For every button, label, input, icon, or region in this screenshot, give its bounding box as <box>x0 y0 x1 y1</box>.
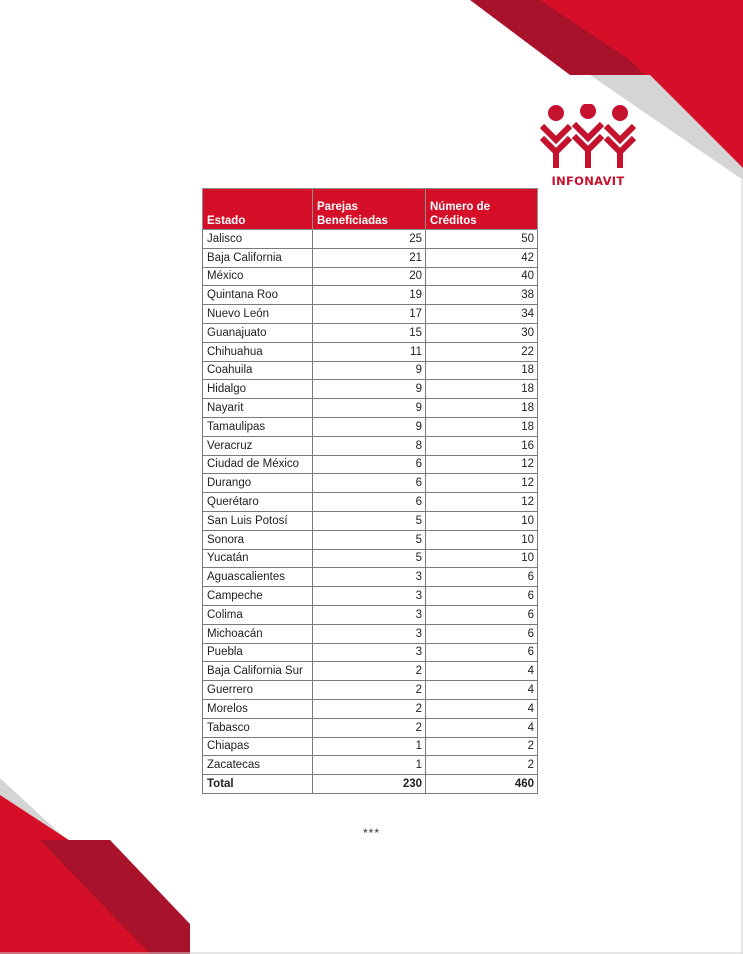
cell-estado: Baja California <box>203 248 313 267</box>
cell-estado: Chiapas <box>203 737 313 756</box>
table-row <box>203 530 538 549</box>
cell-parejas: 3 <box>313 605 426 624</box>
header-numero-creditos: Número de Créditos <box>426 189 538 230</box>
cell-estado: Colima <box>203 605 313 624</box>
logo-wordmark: INFONAVIT <box>551 174 625 188</box>
cell-creditos: 12 <box>426 493 538 512</box>
table-row <box>203 756 538 775</box>
cell-parejas: 3 <box>313 568 426 587</box>
cell-parejas: 9 <box>313 380 426 399</box>
cell-creditos: 18 <box>426 417 538 436</box>
cell-creditos: 30 <box>426 323 538 342</box>
cell-creditos: 2 <box>426 756 538 775</box>
cell-parejas: 21 <box>313 248 426 267</box>
cell-parejas: 20 <box>313 267 426 286</box>
table-row <box>203 248 538 267</box>
table-row <box>203 737 538 756</box>
total-parejas: 230 <box>313 775 426 794</box>
cell-estado: Baja California Sur <box>203 662 313 681</box>
total-creditos: 460 <box>426 775 538 794</box>
cell-creditos: 42 <box>426 248 538 267</box>
cell-creditos: 38 <box>426 286 538 305</box>
cell-parejas: 1 <box>313 756 426 775</box>
total-label: Total <box>203 775 313 794</box>
cell-estado: Nayarit <box>203 399 313 418</box>
cell-parejas: 2 <box>313 718 426 737</box>
cell-estado: Ciudad de México <box>203 455 313 474</box>
table-row <box>203 605 538 624</box>
cell-estado: Jalisco <box>203 230 313 249</box>
cell-creditos: 18 <box>426 361 538 380</box>
cell-creditos: 18 <box>426 399 538 418</box>
cell-parejas: 2 <box>313 699 426 718</box>
cell-estado: Hidalgo <box>203 380 313 399</box>
cell-creditos: 22 <box>426 342 538 361</box>
table-row <box>203 699 538 718</box>
table-row <box>203 493 538 512</box>
cell-estado: Querétaro <box>203 493 313 512</box>
cell-estado: Nuevo León <box>203 305 313 324</box>
cell-estado: Yucatán <box>203 549 313 568</box>
table-row <box>203 286 538 305</box>
cell-estado: San Luis Potosí <box>203 511 313 530</box>
table-row <box>203 662 538 681</box>
cell-estado: Veracruz <box>203 436 313 455</box>
cell-creditos: 6 <box>426 568 538 587</box>
table-row <box>203 568 538 587</box>
cell-creditos: 6 <box>426 624 538 643</box>
cell-creditos: 6 <box>426 587 538 606</box>
cell-estado: Quintana Roo <box>203 286 313 305</box>
table-row <box>203 342 538 361</box>
cell-parejas: 9 <box>313 399 426 418</box>
cell-parejas: 3 <box>313 624 426 643</box>
table-row <box>203 624 538 643</box>
cell-creditos: 4 <box>426 681 538 700</box>
cell-parejas: 1 <box>313 737 426 756</box>
table-row <box>203 267 538 286</box>
table-row <box>203 417 538 436</box>
table-row <box>203 436 538 455</box>
table-row <box>203 587 538 606</box>
cell-parejas: 2 <box>313 681 426 700</box>
cell-creditos: 12 <box>426 455 538 474</box>
cell-parejas: 25 <box>313 230 426 249</box>
cell-parejas: 5 <box>313 530 426 549</box>
cell-creditos: 4 <box>426 718 538 737</box>
cell-estado: Michoacán <box>203 624 313 643</box>
cell-parejas: 15 <box>313 323 426 342</box>
cell-parejas: 3 <box>313 587 426 606</box>
cell-creditos: 10 <box>426 549 538 568</box>
cell-estado: Guerrero <box>203 681 313 700</box>
infonavit-logo <box>540 104 636 188</box>
table-body <box>203 230 538 794</box>
cell-estado: Tabasco <box>203 718 313 737</box>
table-row <box>203 455 538 474</box>
cell-estado: Aguascalientes <box>203 568 313 587</box>
cell-parejas: 3 <box>313 643 426 662</box>
cell-parejas: 19 <box>313 286 426 305</box>
section-separator: *** <box>362 826 380 840</box>
cell-parejas: 6 <box>313 474 426 493</box>
table-row <box>203 643 538 662</box>
cell-creditos: 6 <box>426 605 538 624</box>
cell-estado: Chihuahua <box>203 342 313 361</box>
cell-estado: Puebla <box>203 643 313 662</box>
table-row <box>203 230 538 249</box>
table-row <box>203 305 538 324</box>
logo-mark-icon <box>540 104 636 168</box>
cell-creditos: 16 <box>426 436 538 455</box>
cell-parejas: 9 <box>313 361 426 380</box>
cell-estado: Zacatecas <box>203 756 313 775</box>
cell-parejas: 6 <box>313 493 426 512</box>
cell-creditos: 12 <box>426 474 538 493</box>
header-estado: Estado <box>203 189 313 230</box>
cell-parejas: 8 <box>313 436 426 455</box>
cell-creditos: 4 <box>426 662 538 681</box>
table-row <box>203 681 538 700</box>
cell-estado: Coahuila <box>203 361 313 380</box>
cell-estado: Campeche <box>203 587 313 606</box>
cell-creditos: 34 <box>426 305 538 324</box>
credits-table <box>202 188 538 794</box>
table-row <box>203 399 538 418</box>
cell-estado: Tamaulipas <box>203 417 313 436</box>
table-row <box>203 474 538 493</box>
cell-parejas: 2 <box>313 662 426 681</box>
table-row <box>203 511 538 530</box>
cell-creditos: 10 <box>426 530 538 549</box>
table-row <box>203 549 538 568</box>
cell-parejas: 17 <box>313 305 426 324</box>
cell-parejas: 11 <box>313 342 426 361</box>
cell-estado: México <box>203 267 313 286</box>
cell-creditos: 4 <box>426 699 538 718</box>
table-row <box>203 361 538 380</box>
table-row <box>203 380 538 399</box>
cell-parejas: 6 <box>313 455 426 474</box>
cell-creditos: 40 <box>426 267 538 286</box>
table-total-row <box>203 775 538 794</box>
header-parejas-beneficiadas: Parejas Beneficiadas <box>313 189 426 230</box>
cell-creditos: 10 <box>426 511 538 530</box>
cell-parejas: 9 <box>313 417 426 436</box>
cell-estado: Sonora <box>203 530 313 549</box>
cell-parejas: 5 <box>313 511 426 530</box>
table-row <box>203 718 538 737</box>
cell-parejas: 5 <box>313 549 426 568</box>
table-row <box>203 323 538 342</box>
cell-estado: Guanajuato <box>203 323 313 342</box>
table-header-row <box>203 189 538 230</box>
cell-creditos: 50 <box>426 230 538 249</box>
cell-creditos: 6 <box>426 643 538 662</box>
cell-estado: Durango <box>203 474 313 493</box>
cell-estado: Morelos <box>203 699 313 718</box>
cell-creditos: 2 <box>426 737 538 756</box>
cell-creditos: 18 <box>426 380 538 399</box>
